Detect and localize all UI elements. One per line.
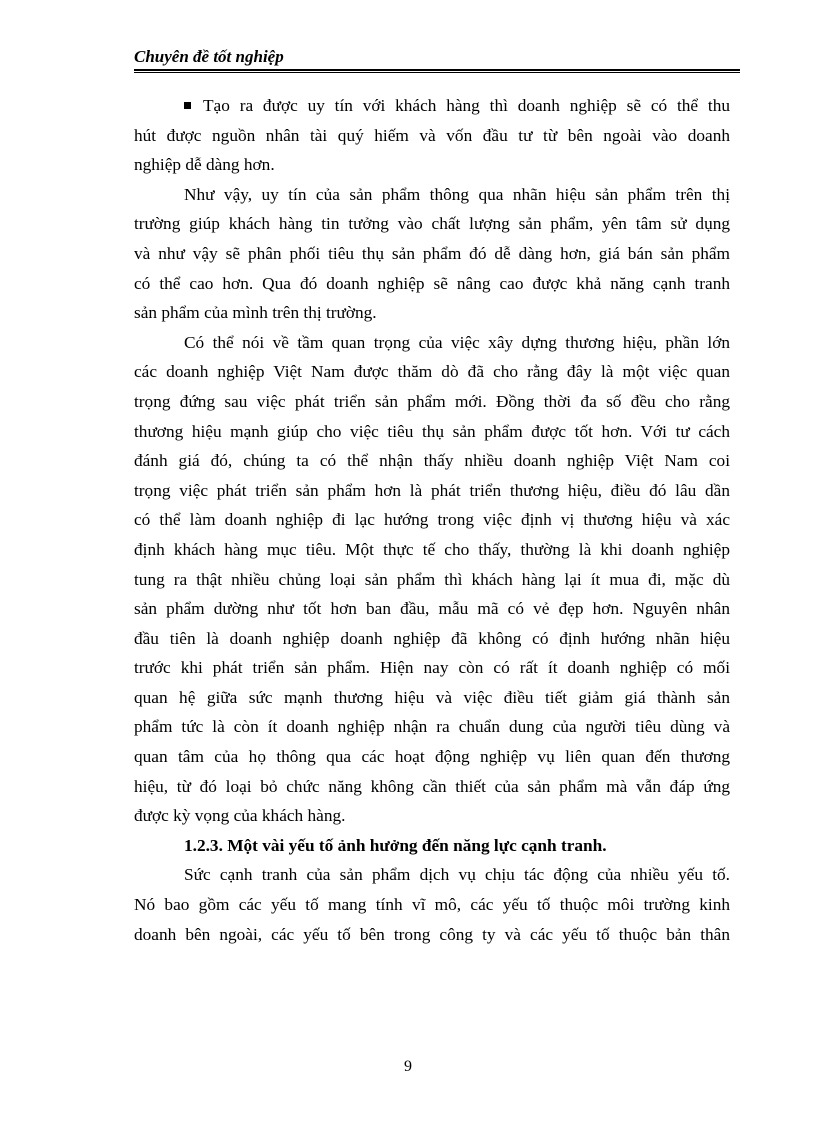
paragraph-line: hiệu, từ đó loại bỏ chức năng không cần thiết của sản phẩm mà vẫn đáp ứng (134, 776, 730, 796)
paragraph-line: có thể làm doanh nghiệp đi lạc hướng trong việc định vị thương hiệu và xác (134, 510, 730, 530)
paragraph-line: các doanh nghiệp Việt Nam được thăm dò đã cho rằng đây là một việc quan (134, 362, 730, 382)
document-body (134, 91, 730, 949)
paragraph-line: sản phẩm của mình trên thị trường. (134, 303, 377, 323)
paragraph-line: có thể cao hơn. Qua đó doanh nghiệp sẽ nâng cao được khả năng cạnh tranh (134, 273, 730, 293)
paragraph-line: tung ra thật nhiều chủng loại sản phẩm thì khách hàng lại ít mua đi, mặc dù (134, 569, 730, 589)
paragraph-line: phẩm tức là còn ít doanh nghiệp nhận ra chuẩn dung của người tiêu dùng và (134, 717, 730, 737)
paragraph-line: trước khi phát triển sản phẩm. Hiện nay còn có rất ít doanh nghiệp có mối (134, 658, 730, 678)
page-header (134, 46, 740, 73)
paragraph-line: định khách hàng mục tiêu. Một thực tế cho thấy, thường là khi doanh nghiệp (134, 539, 730, 559)
paragraph-2 (134, 328, 730, 831)
square-bullet-icon (184, 102, 191, 109)
paragraph-line: Có thể nói về tầm quan trọng của việc xây dựng thương hiệu, phần lớn (184, 332, 730, 352)
paragraph-line: trọng việc phát triển sản phẩm hơn là phát triển thương hiệu, điều đó lâu dần (134, 480, 730, 500)
paragraph-line: đánh giá đó, chúng ta có thể nhận thấy nhiều doanh nghiệp Việt Nam coi (134, 451, 730, 471)
paragraph-line: doanh bên ngoài, các yếu tố bên trong công ty và các yếu tố thuộc bản thân (134, 924, 730, 944)
paragraph-line: được kỳ vọng của khách hàng. (134, 806, 346, 826)
paragraph-1 (134, 180, 730, 328)
paragraph-line: nghiệp dễ dàng hơn. (134, 155, 275, 175)
paragraph-line: trường giúp khách hàng tin tưởng vào chất lượng sản phẩm, yên tâm sử dụng (134, 214, 730, 234)
header-title: Chuyên đề tốt nghiệp (134, 47, 284, 66)
paragraph-line: đầu tiên là doanh nghiệp doanh nghiệp đã không có định hướng nhãn hiệu (134, 628, 730, 648)
paragraph-line: Tạo ra được uy tín với khách hàng thì doanh nghiệp sẽ có thể thu (134, 91, 730, 121)
paragraph-line: thương hiệu mạnh giúp cho việc tiêu thụ sản phẩm được tốt hơn. Với tư cách (134, 421, 730, 441)
paragraph-line: và như vậy sẽ phân phối tiêu thụ sản phẩm đó dễ dàng hơn, giá bán sản phẩm (134, 243, 730, 263)
paragraph-line: Sức cạnh tranh của sản phẩm dịch vụ chịu tác động của nhiều yếu tố. (184, 865, 730, 885)
section-heading: 1.2.3. Một vài yếu tố ảnh hưởng đến năng lực cạnh tranh. (184, 835, 607, 855)
page-number: 9 (404, 1058, 412, 1075)
paragraph-line: hút được nguồn nhân tài quý hiếm và vốn đầu tư từ bên ngoài vào doanh (134, 125, 730, 145)
paragraph-line: quan tâm của họ thông qua các hoạt động nghiệp vụ liên quan đến thương (134, 747, 730, 767)
paragraph-line: Như vậy, uy tín của sản phẩm thông qua nhãn hiệu sản phẩm trên thị (184, 184, 730, 204)
bullet-paragraph (134, 91, 730, 180)
paragraph-3 (134, 860, 730, 949)
paragraph-line: Nó bao gồm các yếu tố mang tính vĩ mô, các yếu tố thuộc môi trường kinh (134, 895, 730, 915)
header-rule (134, 69, 740, 73)
paragraph-line: quan hệ giữa sức mạnh thương hiệu và việc điều tiết giảm giá thành sản (134, 687, 730, 707)
paragraph-line: trọng đứng sau việc phát triển sản phẩm mới. Đồng thời đa số đều cho rằng (134, 391, 730, 411)
paragraph-line: sản phẩm dường như tốt hơn ban đầu, mẫu mã có vẻ đẹp hơn. Nguyên nhân (134, 599, 730, 619)
